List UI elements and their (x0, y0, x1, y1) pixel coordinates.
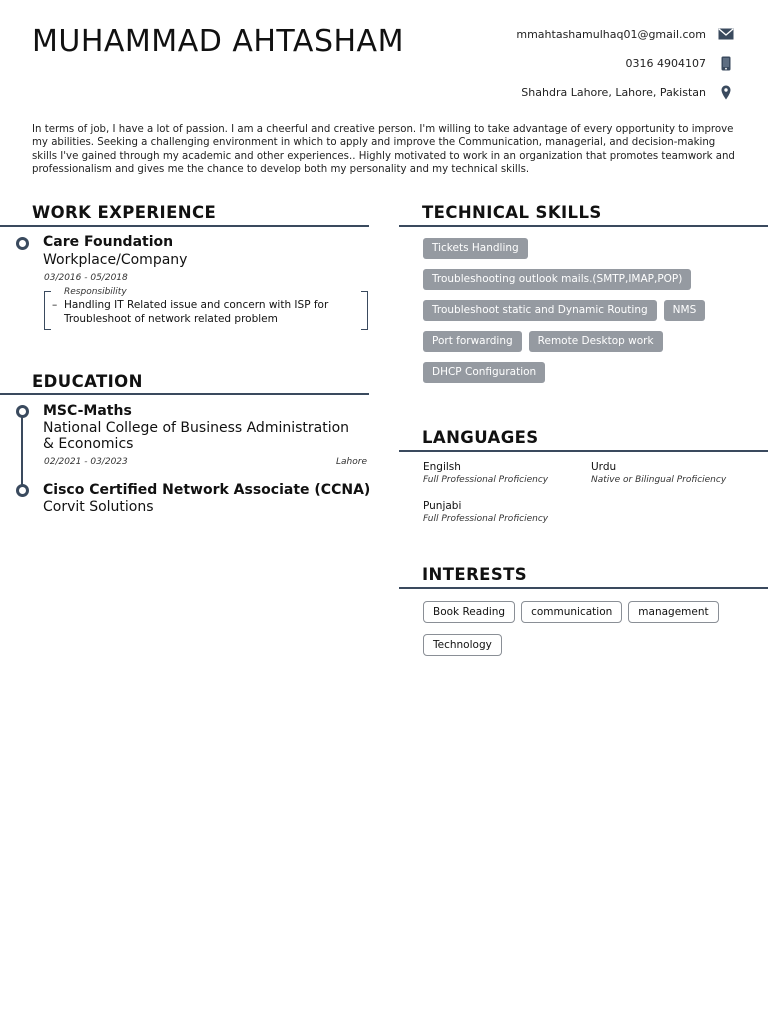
work-organization: Care Foundation (43, 234, 174, 250)
languages-heading: LANGUAGES (422, 428, 539, 447)
address-text: Shahdra Lahore, Lahore, Pakistan (521, 85, 706, 99)
responsibility-text: Handling IT Related issue and concern with ISP for Troubleshoot of network related problem (64, 299, 329, 325)
professional-summary: In terms of job, I have a lot of passion. I am a cheerful and creative person. I'm willing to take advantage of every opportunity to improve my abilities. Seeking a challenging environment in which to apply and improve the Communication, managerial, and decision-making skills I've gained through my academic and other experiences.. Highly motivated to work in an organization that promotes teamwork and professionalism and gives me the chance to develop both my personality and my technical skills. (32, 124, 735, 175)
location-pin-icon (718, 84, 734, 100)
responsibility-block (44, 287, 368, 330)
interests-divider (399, 587, 768, 589)
work-role: Workplace/Company (43, 252, 188, 268)
work-dates: 03/2016 - 05/2018 (44, 273, 128, 283)
bracket-left (44, 291, 51, 330)
language-name: Urdu (591, 461, 617, 473)
phone-text[interactable]: 0316 4904107 (625, 56, 706, 70)
language-level: Full Professional Proficiency (423, 514, 549, 524)
technical-skills-heading: TECHNICAL SKILLS (422, 203, 602, 222)
bracket-right (361, 291, 368, 330)
mobile-phone-icon (718, 55, 734, 71)
education-institution: National College of Business Administration & Economics (43, 420, 350, 452)
language-item (423, 500, 548, 524)
language-name: Punjabi (423, 500, 462, 512)
skill-tag: Tickets Handling (423, 238, 528, 259)
timeline-dot (16, 237, 29, 250)
skill-tag: Remote Desktop work (529, 331, 663, 352)
skill-tag: DHCP Configuration (423, 362, 545, 383)
education-divider (0, 393, 369, 395)
education-institution: Corvit Solutions (43, 499, 154, 515)
language-item (591, 461, 726, 485)
responsibility-label: Responsibility (64, 287, 127, 297)
interests-list (423, 601, 743, 656)
language-level: Native or Bilingual Proficiency (591, 475, 727, 485)
work-experience-heading: WORK EXPERIENCE (32, 203, 217, 222)
education-degree: Cisco Certified Network Associate (CCNA) (43, 482, 371, 498)
contact-address (521, 84, 734, 100)
education-dates: 02/2021 - 03/2023 (44, 457, 128, 467)
timeline-line (21, 417, 23, 490)
education-degree: MSC-Maths (43, 403, 132, 419)
skill-tag: Port forwarding (423, 331, 522, 352)
language-name: Engilsh (423, 461, 461, 473)
education-location: Lahore (336, 457, 367, 467)
interest-tag: Technology (423, 634, 502, 656)
interest-tag: communication (521, 601, 622, 623)
education-heading: EDUCATION (32, 372, 143, 391)
technical-skills-divider (399, 225, 768, 227)
email-text[interactable]: mmahtashamulhaq01@gmail.com (516, 27, 706, 41)
language-level: Full Professional Proficiency (423, 475, 549, 485)
interest-tag: Book Reading (423, 601, 515, 623)
languages-divider (399, 450, 768, 452)
contact-phone[interactable] (626, 55, 734, 71)
candidate-name: MUHAMMAD AHTASHAM (32, 24, 404, 59)
work-experience-divider (0, 225, 369, 227)
skills-list (423, 238, 743, 383)
timeline-dot (16, 405, 29, 418)
bullet-dash: – (52, 299, 58, 311)
contact-email[interactable] (516, 26, 734, 42)
skill-tag: Troubleshoot static and Dynamic Routing (423, 300, 657, 321)
envelope-icon (718, 26, 734, 42)
interest-tag: management (628, 601, 718, 623)
interests-heading: INTERESTS (422, 565, 528, 584)
skill-tag: NMS (664, 300, 706, 321)
skill-tag: Troubleshooting outlook mails.(SMTP,IMAP,POP) (423, 269, 691, 290)
timeline-dot (16, 484, 29, 497)
language-item (423, 461, 548, 485)
